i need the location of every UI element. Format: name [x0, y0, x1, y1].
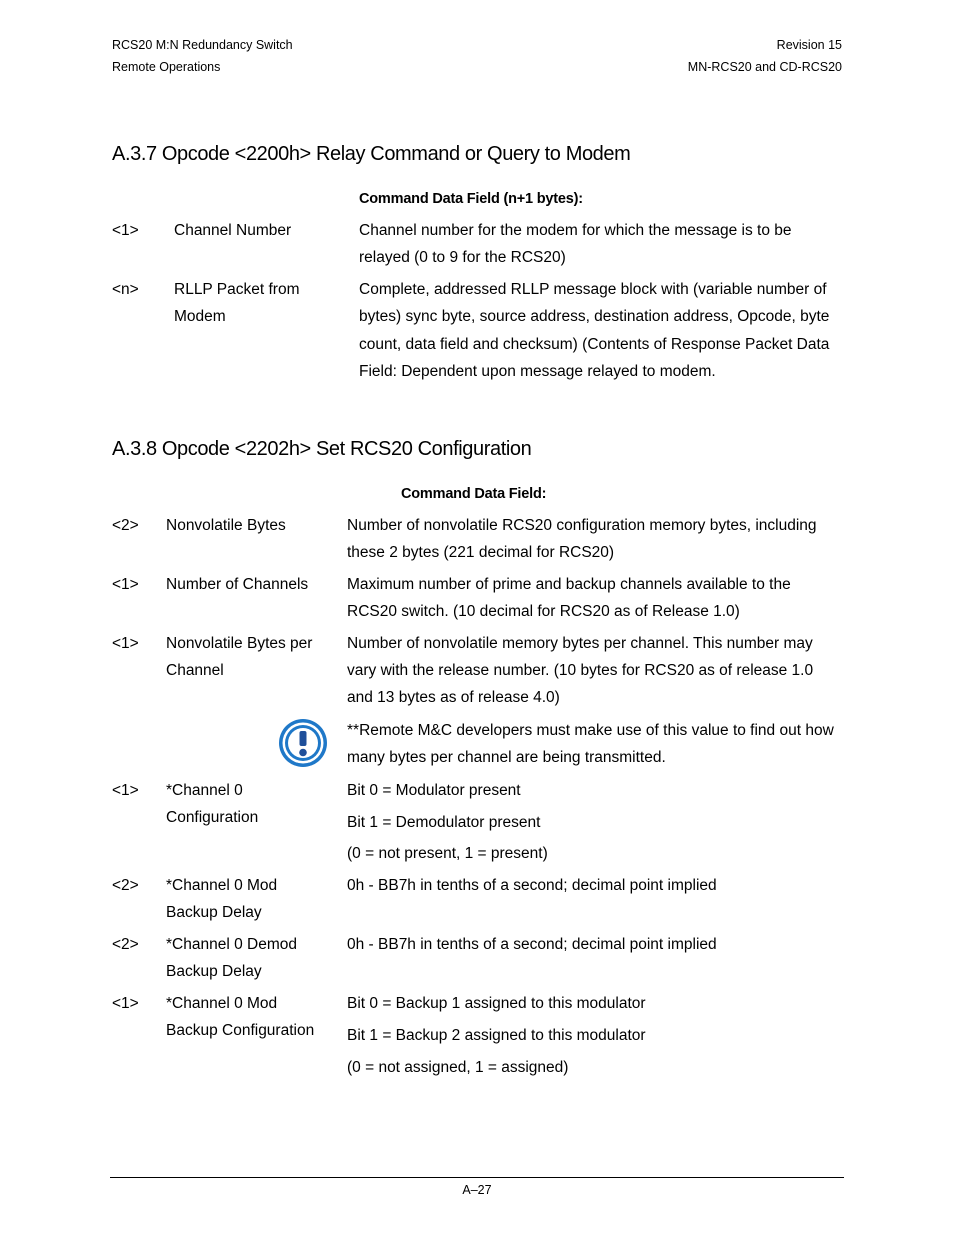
field-desc: Maximum number of prime and backup channels available to the — [347, 576, 791, 593]
field-size: <2> — [112, 877, 139, 894]
field-name: *Channel 0 Demod — [166, 936, 297, 953]
field-desc: vary with the release number. (10 bytes for RCS20 as of release 1.0 — [347, 662, 814, 679]
section-subheading-a38: Command Data Field: — [401, 486, 547, 502]
field-desc: Bit 1 = Demodulator present — [347, 814, 541, 831]
field-desc: Number of nonvolatile memory bytes per channel. This number may — [347, 635, 813, 652]
section-heading-a38: A.3.8 Opcode <2202h> Set RCS20 Configuration — [112, 438, 532, 460]
header-doc-title: RCS20 M:N Redundancy Switch — [112, 38, 293, 52]
footer-divider — [110, 1177, 844, 1178]
field-desc: and 13 bytes as of release 4.0) — [347, 689, 560, 706]
field-size: <1> — [112, 782, 139, 799]
field-desc: Complete, addressed RLLP message block with (variable number of — [359, 281, 827, 298]
field-desc: Number of nonvolatile RCS20 configuration memory bytes, including — [347, 517, 817, 534]
header-doc-number: MN-RCS20 and CD-RCS20 — [687, 60, 842, 74]
field-name: *Channel 0 — [166, 782, 243, 799]
field-desc: (0 = not present, 1 = present) — [347, 845, 548, 862]
field-name: Configuration — [166, 809, 259, 826]
field-desc: count, data field and checksum) (Contents of Response Packet Data — [359, 336, 830, 353]
field-name: Number of Channels — [166, 576, 309, 593]
section-heading-a37: A.3.7 Opcode <2200h> Relay Command or Query to Modem — [112, 143, 631, 165]
field-desc: (0 = not assigned, 1 = assigned) — [347, 1059, 569, 1076]
field-name: Channel Number — [174, 222, 292, 239]
header-section-title: Remote Operations — [112, 60, 221, 74]
field-desc: relayed (0 to 9 for the RCS20) — [359, 249, 566, 266]
field-name: Backup Delay — [166, 963, 262, 980]
field-desc: 0h - BB7h in tenths of a second; decimal point implied — [347, 936, 717, 953]
field-desc: 0h - BB7h in tenths of a second; decimal point implied — [347, 877, 717, 894]
field-name: Channel — [166, 662, 224, 679]
field-desc: Field: Dependent upon message relayed to modem. — [359, 363, 716, 380]
field-desc: Bit 1 = Backup 2 assigned to this modulator — [347, 1027, 646, 1044]
field-name: Backup Delay — [166, 904, 262, 921]
note-text: many bytes per channel are being transmitted. — [347, 749, 666, 766]
note-text: **Remote M&C developers must make use of this value to find out how — [347, 722, 834, 739]
field-size: <1> — [112, 995, 139, 1012]
field-desc: these 2 bytes (221 decimal for RCS20) — [347, 544, 615, 561]
field-size: <n> — [112, 281, 139, 298]
field-name: *Channel 0 Mod — [166, 995, 278, 1012]
field-desc: Channel number for the modem for which the message is to be — [359, 222, 792, 239]
field-size: <1> — [112, 576, 139, 593]
field-size: <1> — [112, 635, 139, 652]
field-size: <2> — [112, 517, 139, 534]
important-icon — [277, 717, 329, 769]
field-name: RLLP Packet from — [174, 281, 300, 298]
field-size: <1> — [112, 222, 139, 239]
field-name: Backup Configuration — [166, 1022, 315, 1039]
section-subheading-a37: Command Data Field (n+1 bytes): — [359, 191, 583, 207]
field-desc: Bit 0 = Modulator present — [347, 782, 521, 799]
page-number: A–27 — [462, 1183, 492, 1197]
field-desc: Bit 0 = Backup 1 assigned to this modulator — [347, 995, 646, 1012]
field-size: <2> — [112, 936, 139, 953]
field-name: Nonvolatile Bytes — [166, 517, 286, 534]
field-desc: RCS20 switch. (10 decimal for RCS20 as of Release 1.0) — [347, 603, 740, 620]
field-name: Nonvolatile Bytes per — [166, 635, 313, 652]
field-name: *Channel 0 Mod — [166, 877, 278, 894]
field-desc: bytes) sync byte, source address, destination address, Opcode, byte — [359, 308, 830, 325]
field-name: Modem — [174, 308, 226, 325]
header-revision: Revision 15 — [776, 38, 842, 52]
